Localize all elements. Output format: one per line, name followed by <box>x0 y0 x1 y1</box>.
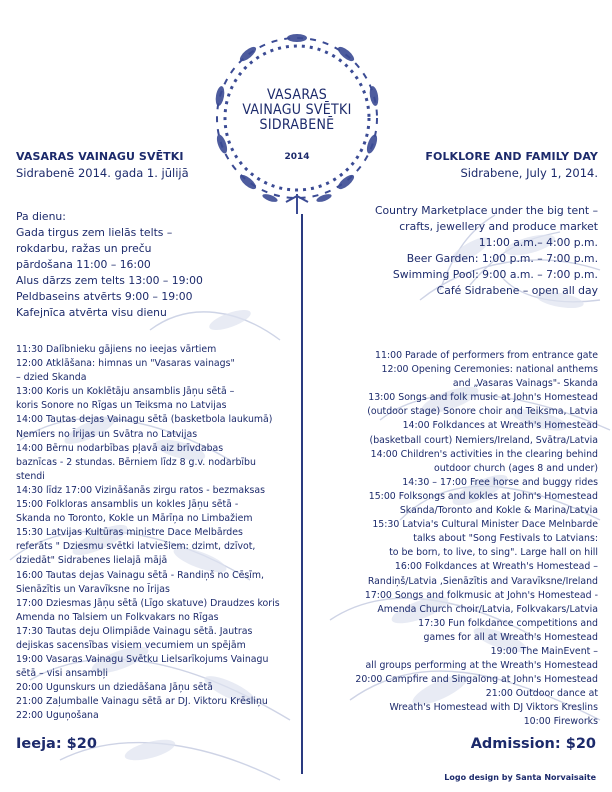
en-program-line: 14:30 – 17:00 Free horse and buggy rides <box>402 476 598 488</box>
en-day-item: Swimming Pool: 9:00 a.m. – 7:00 p.m. <box>392 268 598 281</box>
logo-year: 2014 <box>284 152 310 162</box>
lv-program-line: Nemiers no Īrijas un Svātra no Latvijas <box>16 428 198 440</box>
lv-program-line: 21:00 Zaļumballe Vainagu sētā ar DJ. Viktoru Krēsliņu <box>16 696 268 708</box>
lv-program-line: 19:00 Vasaras Vainagu Svētku Lielsarīkojums Vainagu <box>16 654 269 666</box>
lv-day-item: pārdošana 11:00 – 16:00 <box>16 258 151 271</box>
logo-line-1: VASARAS <box>266 87 328 103</box>
lv-program-line: dejiskas sacensības visiem vecumiem un spējām <box>16 639 246 651</box>
lv-program-line: sētā – visi ansambļi <box>16 668 108 680</box>
en-program-line: talks about "Song Festivals to Latvians: <box>413 533 598 545</box>
column-divider <box>301 214 303 774</box>
en-program-line: 11:00 Parade of performers from entrance gate <box>375 350 598 361</box>
lv-program-line: 14:00 Tautas dejas Vainagu sētā (basketbola laukumā) <box>16 414 273 426</box>
lv-program-line: Skanda no Toronto, Kokle un Mārīņa no Limbažiem <box>16 513 253 525</box>
lv-subtitle: Sidrabenē 2014. gada 1. jūlijā <box>16 166 189 180</box>
lv-day-item: Alus dārzs zem telts 13:00 – 19:00 <box>16 274 203 287</box>
en-program-line: 17:30 Fun folkdance competitions and <box>418 617 598 629</box>
en-program-line: all groups performing at the Wreath's Homestead <box>365 660 598 672</box>
en-day-item: Country Marketplace under the big tent – <box>374 204 598 217</box>
lv-program-line: – dzied Skanda <box>16 372 87 384</box>
lv-program-line: 15:00 Folkloras ansamblis un kokles Jāņu sētā - <box>16 499 239 511</box>
logo-credit: Logo design by Santa Norvaisaite <box>444 773 596 782</box>
lv-program-line: Sienāzītis un Varavīksne no Īrijas <box>16 583 170 595</box>
en-program-line: 20:00 Campfire and Singalong at John's Homestead <box>355 674 598 686</box>
en-program-line: 17:00 Songs and folkmusic at John's Homestead - <box>364 589 598 601</box>
en-day-item: crafts, jewellery and produce market <box>399 220 598 233</box>
lv-program-line: 14:30 līdz 17:00 Vizināšanās zirgu ratos - bezmaksas <box>16 484 266 496</box>
logo-line-2: VAINAGU SVĒTKI <box>242 102 352 118</box>
lv-program-line: 20:00 Ugunskurs un dziedāšana Jāņu sētā <box>16 682 213 694</box>
lv-program-line: 16:00 Tautas dejas Vainagu sētā - Randiņš no Cēsīm, <box>16 569 265 581</box>
lv-program-line: 11:30 Dalībnieku gājiens no ieejas vārtiem <box>16 344 217 355</box>
lv-program-list <box>16 343 296 724</box>
lv-program-line: 12:00 Atklāšana: himnas un "Vasaras vainags" <box>16 358 235 370</box>
logo-title <box>206 88 388 133</box>
en-program-line: 15:30 Latvia's Cultural Minister Dace Melnbarde <box>372 519 598 531</box>
lv-admission-price: Ieeja: $20 <box>16 736 97 752</box>
en-program-line: (outdoor stage) Sonore choir and Teiksma, Latvia <box>367 406 598 418</box>
lv-day-item: Gada tirgus zem lielās telts – <box>16 226 173 239</box>
en-program-line: outdoor church (ages 8 and under) <box>433 462 598 474</box>
en-title: FOLKLORE AND FAMILY DAY <box>425 150 598 163</box>
logo-line-3: SIDRABENĒ <box>259 117 335 133</box>
en-day-list <box>306 203 598 299</box>
en-day-item: Beer Garden: 1:00 p.m. – 7:00 p.m. <box>406 252 598 265</box>
en-admission-price: Admission: $20 <box>470 736 596 752</box>
en-day-item: 11:00 a.m.– 4:00 p.m. <box>478 236 598 249</box>
lv-program-line: 13:00 Koris un Koklētāju ansamblis Jāņu sētā – <box>16 386 235 398</box>
lv-day-item: Kafejnīca atvērta visu dienu <box>16 306 167 319</box>
en-program-line: Skanda/Toronto and Kokle & Marina/Latvia <box>399 505 598 517</box>
en-program-line: to be born, to live, to sing". Large hall on hill <box>389 547 598 559</box>
lv-day-list <box>16 209 296 321</box>
en-program-line: Wreath's Homestead with DJ Viktors Kreslins <box>389 702 598 714</box>
en-program-line: 19:00 The MainEvent – <box>490 645 598 657</box>
en-program-line: (basketball court) Nemiers/Ireland, Svātra/Latvia <box>369 434 598 446</box>
en-program-line: 13:00 Songs and folk music at John's Homestead <box>368 392 598 404</box>
lv-program-line: 17:30 Tautas deju Olimpiāde Vainagu sētā. Jautras <box>16 625 253 637</box>
en-subtitle: Sidrabene, July 1, 2014. <box>460 166 598 180</box>
en-program-line: 14:00 Children's activities in the clearing behind <box>370 448 598 460</box>
en-program-line: 12:00 Opening Ceremonies: national anthems <box>381 364 598 376</box>
lv-program-line: 15:30 Latvijas Kultūras ministre Dace Melbārdes <box>16 527 243 539</box>
lv-program-line: Amenda no Talsiem un Folkvakars no Rīgas <box>16 611 219 623</box>
en-day-item: Café Sidrabene – open all day <box>436 284 598 297</box>
lv-program-line: 14:00 Bērnu nodarbības pļavā aiz brīvdabas <box>16 442 224 454</box>
english-column <box>306 150 598 730</box>
lv-title: VASARAS VAINAGU SVĒTKI <box>16 150 184 163</box>
en-program-line: Randiņš/Latvia ,Sienāzītis and Varavīksne/Ireland <box>367 575 598 587</box>
lv-program-line: stendi <box>16 470 45 482</box>
en-program-line: 10:00 Fireworks <box>523 716 598 728</box>
lv-program-line: dziedāt" Sidrabenes lielajā mājā <box>16 555 168 567</box>
latvian-column <box>16 150 296 724</box>
lv-program-line: 17:00 Dziesmas Jāņu sētā (Līgo skatuve) Draudzes koris <box>16 597 280 609</box>
en-program-line: games for all at Wreath's Homestead <box>423 631 598 643</box>
lv-day-item: rokdarbu, ražas un preču <box>16 242 152 255</box>
en-program-list <box>306 349 598 730</box>
lv-day-item: Pa dienu: <box>16 210 66 223</box>
en-program-line: and „Vasaras Vainags"- Skanda <box>452 378 598 390</box>
lv-program-line: koris Sonore no Rīgas un Teiksma no Latvijas <box>16 400 227 412</box>
en-program-line: Amenda Church choir/Latvia, Folkvakars/Latvia <box>377 603 598 615</box>
en-program-line: 21:00 Outdoor dance at <box>485 688 598 700</box>
en-program-line: 15:00 Folksongs and kokles at John's Homestead <box>368 490 598 502</box>
lv-program-line: 22:00 Uguņošana <box>16 710 99 722</box>
en-program-line: 16:00 Folkdances at Wreath's Homestead – <box>394 561 598 573</box>
lv-program-line: baznīcas - 2 stundas. Bērniem līdz 8 g.v. nodarbību <box>16 456 256 468</box>
lv-program-line: referāts " Dziesmu svētki latviešiem: dzimt, dzīvot, <box>16 541 256 553</box>
lv-day-item: Peldbaseins atvērts 9:00 – 19:00 <box>16 290 193 303</box>
en-program-line: 14:00 Folkdances at Wreath's Homestead <box>402 420 598 432</box>
